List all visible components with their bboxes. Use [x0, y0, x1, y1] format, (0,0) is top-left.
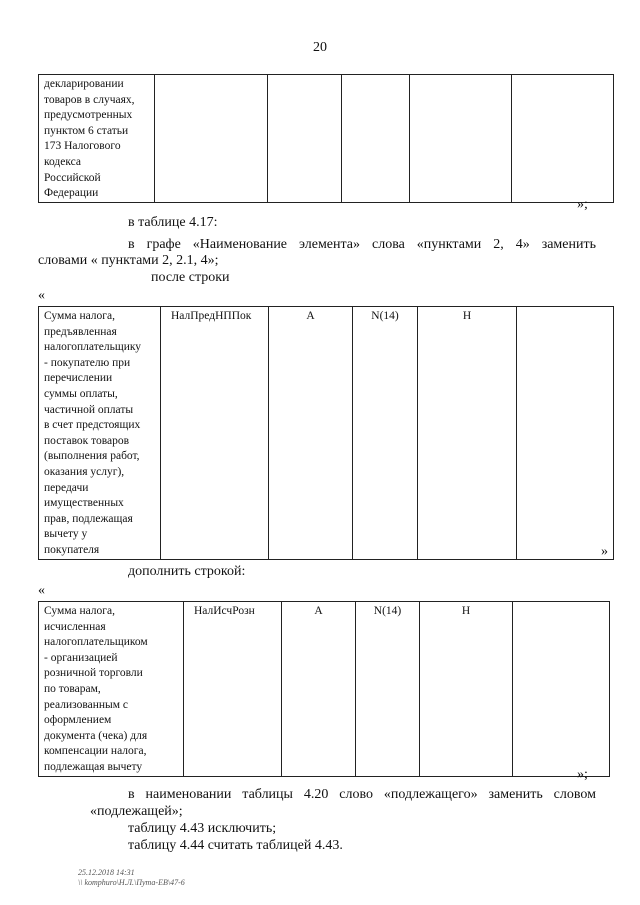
cell-text-line: перечислении: [44, 372, 113, 385]
type-cell: А: [269, 307, 353, 560]
cell-text-line: налогоплательщиком: [44, 636, 148, 649]
table-cell: [517, 307, 614, 560]
cell-text-line: пунктом 6 статьи: [44, 124, 129, 137]
paragraph-rename-line1: в наименовании таблицы 4.20 слово «подлежащего» заменить словом: [128, 787, 596, 802]
required-cell: Н: [420, 602, 513, 777]
cell-text-line: - организацией: [44, 651, 118, 664]
table-continuation: [38, 74, 614, 203]
paragraph-rename-line2: «подлежащей»;: [90, 804, 183, 819]
cell-text-line: поставок товаров: [44, 434, 130, 447]
table-cell: [512, 75, 614, 203]
cell-text-line: Сумма налога,: [44, 605, 115, 617]
table-new-row: [38, 601, 610, 777]
cell-text-line: реализованным с: [44, 698, 128, 711]
cell-text-line: налогоплательщику: [44, 341, 142, 354]
cell-text-line: 173 Налогового: [44, 140, 121, 153]
code-cell: НалИсчРозн: [184, 602, 282, 777]
paragraph-delete-table: таблицу 4.43 исключить;: [128, 821, 277, 836]
format-cell: N(14): [356, 602, 420, 777]
closing-quote: »;: [577, 767, 588, 782]
cell-text-line: Российской: [44, 171, 101, 184]
cell-text-line: товаров в случаях,: [44, 93, 135, 106]
cell-text-line: в счет предстоящих: [44, 419, 141, 432]
table-cell: [513, 602, 610, 777]
table-cell: [410, 75, 512, 203]
table-row: [39, 602, 610, 777]
type-cell: А: [282, 602, 356, 777]
footer-timestamp: 25.12.2018 14:31: [78, 868, 135, 877]
table-cell: [155, 75, 268, 203]
cell-text-line: подлежащая вычету: [44, 760, 143, 773]
cell-text-line: - покупателю при: [44, 356, 131, 369]
table-cell: [342, 75, 410, 203]
cell-text-line: по товарам,: [44, 682, 101, 695]
paragraph-after-row: после строки: [151, 270, 230, 285]
cell-text-line: оформлением: [44, 714, 112, 727]
cell-text-line: розничной торговли: [44, 667, 143, 680]
cell-text-line: оказания услуг),: [44, 465, 125, 478]
table-existing-row: [38, 306, 614, 560]
format-cell: N(14): [353, 307, 418, 560]
opening-quote: «: [38, 288, 45, 303]
cell-text-line: исчисленная: [44, 620, 106, 633]
cell-text-line: суммы оплаты,: [44, 387, 118, 400]
cell-text-line: передачи: [44, 481, 89, 494]
cell-text-line: кодекса: [44, 155, 82, 168]
cell-text-line: (выполнения работ,: [44, 450, 140, 463]
paragraph-renumber-table: таблицу 4.44 считать таблицей 4.43.: [128, 838, 343, 853]
paragraph-add-row: дополнить строкой:: [128, 564, 246, 579]
cell-text-line: покупателя: [44, 543, 100, 556]
closing-quote: »;: [577, 197, 588, 212]
cell-text-line: имущественных: [44, 497, 124, 510]
cell-text-line: предъявленная: [44, 325, 117, 338]
table-cell: [268, 75, 342, 203]
cell-text-line: декларировании: [44, 78, 124, 90]
footer-path: \\ komphuro\Н.Л.\Пута-ЕВ\47-6: [78, 878, 185, 887]
cell-text-line: прав, подлежащая: [44, 512, 133, 525]
closing-quote: »: [601, 544, 608, 559]
table-row: [39, 75, 614, 203]
cell-text-line: Сумма налога,: [44, 310, 115, 322]
element-name-cell: [39, 307, 161, 560]
opening-quote: «: [38, 583, 45, 598]
cell-text-line: вычету у: [44, 528, 88, 541]
element-name-text: [44, 604, 179, 776]
paragraph-replace-line1: в графе «Наименование элемента» слова «пунктами 2, 4» заменить: [128, 237, 596, 252]
element-name-text: [44, 309, 156, 559]
cell-text-line: компенсации налога,: [44, 745, 147, 758]
element-name-cell: [39, 602, 184, 777]
cell-text-line: документа (чека) для: [44, 729, 148, 742]
table-row: [39, 307, 614, 560]
code-cell: НалПредНППок: [161, 307, 269, 560]
cell-text-line: предусмотренных: [44, 109, 133, 122]
paragraph-replace-line2: словами « пунктами 2, 2.1, 4»;: [38, 253, 219, 268]
element-name-cell: [39, 75, 155, 203]
required-cell: Н: [418, 307, 517, 560]
paragraph-table-417: в таблице 4.17:: [128, 215, 218, 230]
cell-text-line: частичной оплаты: [44, 403, 134, 416]
cell-text-line: Федерации: [44, 187, 99, 200]
element-name-text: [44, 77, 150, 202]
page-number: 20: [313, 40, 327, 55]
